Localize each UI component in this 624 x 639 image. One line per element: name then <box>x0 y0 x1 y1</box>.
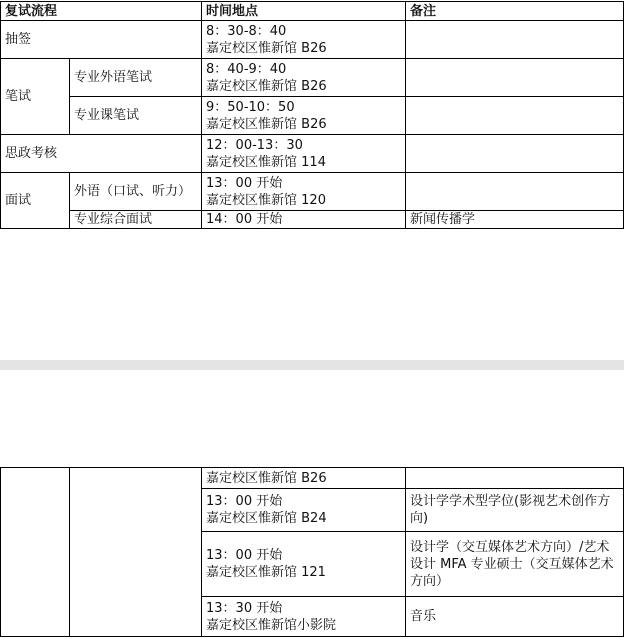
place-text: 嘉定校区惟新馆 B26 <box>206 40 327 56</box>
substage-cell: 外语（口试、听力） <box>70 173 202 211</box>
place-text: 嘉定校区惟新馆 114 <box>206 154 326 170</box>
time-place-cell <box>202 97 406 135</box>
time-text: 13：30 开始 <box>206 600 283 616</box>
note-cell <box>406 468 624 489</box>
time-text: 13：00 开始 <box>206 175 283 191</box>
time-place-cell <box>202 597 406 637</box>
note-cell <box>406 173 624 211</box>
header-note: 备注 <box>406 2 624 21</box>
stage-cell: 笔试 <box>1 59 70 135</box>
time-text: 8：40-9：40 <box>206 61 287 77</box>
substage-cell: 专业外语笔试 <box>70 59 202 97</box>
time-place-cell: 14：00 开始 <box>202 211 406 229</box>
stage-cell: 思政考核 <box>1 135 202 173</box>
time-text: 8：30-8：40 <box>206 23 287 39</box>
time-place-cell <box>202 532 406 597</box>
header-stage: 复试流程 <box>1 2 202 21</box>
place-text: 嘉定校区惟新馆 121 <box>206 565 326 580</box>
time-place-cell <box>202 173 406 211</box>
table-row <box>1 59 624 97</box>
time-place-cell: 嘉定校区惟新馆 B26 <box>202 468 406 489</box>
note-cell: 设计学（交互媒体艺术方向）/艺术设计 MFA 专业硕士（交互媒体艺术方向） <box>406 532 624 597</box>
time-place-cell <box>202 21 406 59</box>
table-row <box>1 173 624 211</box>
note-cell: 音乐 <box>406 597 624 637</box>
time-place-cell <box>202 489 406 532</box>
note-cell: 新闻传播学 <box>406 211 624 229</box>
note-cell: 设计学学术型学位(影视艺术创作方向) <box>406 489 624 532</box>
place-text: 嘉定校区惟新馆 120 <box>206 192 326 208</box>
substage-cell <box>70 468 202 637</box>
time-place-cell <box>202 59 406 97</box>
place-text: 嘉定校区惟新馆 B26 <box>206 116 327 132</box>
schedule-table-top <box>0 1 624 229</box>
note-cell <box>406 97 624 135</box>
time-text: 12：00-13：30 <box>206 137 303 153</box>
table-row <box>1 211 624 229</box>
place-text: 嘉定校区惟新馆 B26 <box>206 78 327 94</box>
time-place-cell <box>202 135 406 173</box>
place-text: 嘉定校区惟新馆小影院 <box>206 617 337 633</box>
substage-cell: 专业课笔试 <box>70 97 202 135</box>
stage-cell <box>1 468 70 637</box>
stage-cell: 面试 <box>1 173 70 229</box>
page-break-band <box>0 360 624 370</box>
substage-cell: 专业综合面试 <box>70 211 202 229</box>
note-cell <box>406 135 624 173</box>
stage-cell: 抽签 <box>1 21 202 59</box>
time-text: 13：00 开始 <box>206 548 283 563</box>
table-row <box>1 97 624 135</box>
table-row <box>1 135 624 173</box>
table-row <box>1 468 624 489</box>
note-cell <box>406 21 624 59</box>
table-row <box>1 21 624 59</box>
schedule-table-bottom <box>0 467 624 637</box>
time-text: 13：00 开始 <box>206 494 283 509</box>
place-text: 嘉定校区惟新馆 B24 <box>206 511 327 526</box>
header-time-place: 时间地点 <box>202 2 406 21</box>
note-cell <box>406 59 624 97</box>
time-text: 9：50-10：50 <box>206 99 295 115</box>
table-header-row <box>1 2 624 21</box>
